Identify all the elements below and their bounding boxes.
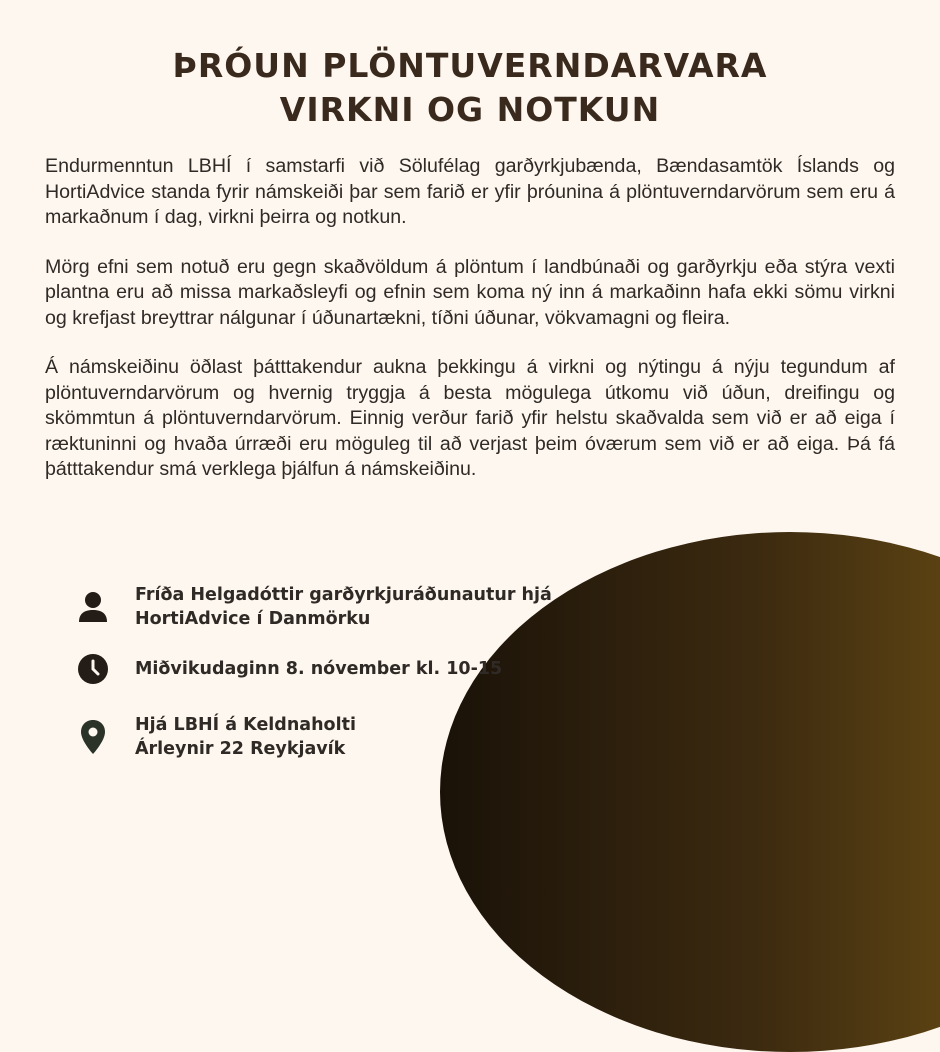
description-paragraph-3: Á námskeiðinu öðlast þátttakendur aukna þekkingu á virkni og nýtingu á nýju tegundum af plöntuverndarvörum og hvernig tryggja á besta mögulega útkomu við úðun, dreifingu og skömmtun á plöntuverndarvörum. Einnig verður farið yfir helstu skaðvalda sem við er að eiga í ræktuninni og hvaða úrræði eru möguleg til að verjast þeim óværum sem við er að eiga. Þá fá þátttakendur smá verklega þjálfun á námskeiðinu.	[45, 356, 895, 480]
presenter-info	[76, 583, 552, 631]
title-line-1: ÞRÓUN PLÖNTUVERNDARVARA	[172, 46, 768, 85]
location-line-1: Hjá LBHÍ á Keldnaholti	[135, 715, 356, 735]
presenter-line-1: Fríða Helgadóttir garðyrkjuráðunautur hjá	[135, 585, 552, 605]
location-line-2: Árleynir 22 Reykjavík	[135, 739, 346, 759]
presenter-line-2: HortiAdvice í Danmörku	[135, 609, 371, 629]
clock-icon	[76, 652, 110, 686]
location-info	[76, 713, 356, 761]
course-description	[45, 154, 895, 507]
map-pin-icon	[76, 720, 110, 754]
title-line-2: VIRKNI OG NOTKUN	[279, 90, 661, 129]
date-line-1: Miðvikudaginn 8. nóvember kl. 10-15	[135, 659, 503, 679]
date-info	[76, 652, 502, 686]
description-paragraph-2: Mörg efni sem notuð eru gegn skaðvöldum á plöntum í landbúnaði og garðyrkju eða stýra vexti plantna eru að missa markaðsleyfi og efnin sem koma ný inn á markaðinn hafa ekki sömu virkni og krefjast breyttrar nálgunar í úðunartækni, tíðni úðunar, vökvamagni og fleira.	[45, 255, 895, 329]
person-icon	[76, 590, 110, 624]
description-paragraph-1: Endurmenntun LBHÍ í samstarfi við Sölufélag garðyrkjubænda, Bændasamtök Íslands og HortiAdvice standa fyrir námskeiði þar sem farið er yfir þróunina á plöntuverndarvörum sem eru á markaðnum í dag, virkni þeirra og notkun.	[45, 155, 895, 228]
page-title	[0, 44, 940, 132]
